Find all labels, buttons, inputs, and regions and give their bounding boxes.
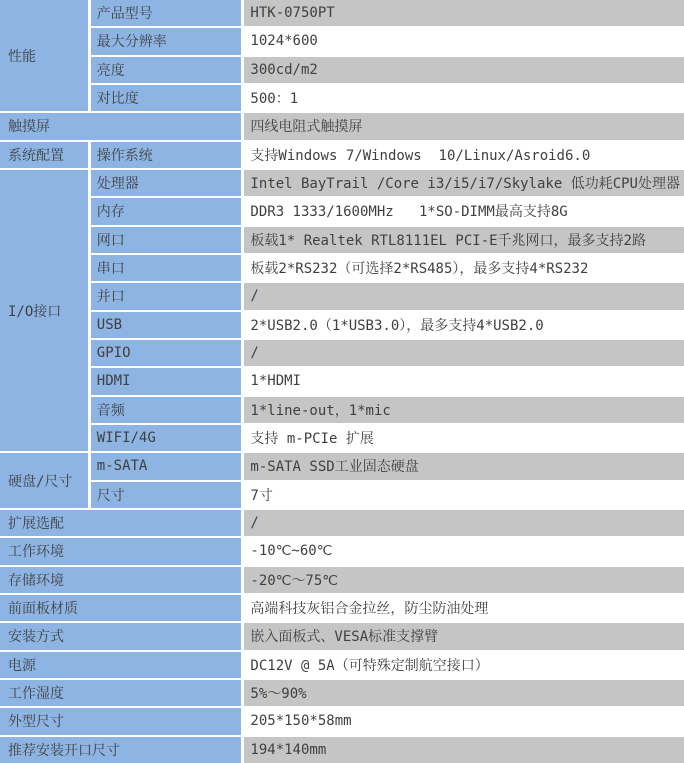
table-row xyxy=(0,397,684,423)
category-cell: 工作环境 xyxy=(0,538,241,564)
value-cell: 1*HDMI xyxy=(244,368,684,394)
category-cell: 工作湿度 xyxy=(0,680,241,706)
table-row xyxy=(0,482,684,508)
table-row xyxy=(0,85,684,111)
value-cell: 2*USB2.0（1*USB3.0），最多支持4*USB2.0 xyxy=(244,312,684,338)
value-cell: m-SATA SSD工业固态硬盘 xyxy=(244,453,684,479)
value-cell: 1*line-out，1*mic xyxy=(244,397,684,423)
value-cell: 205*150*58mm xyxy=(244,708,684,734)
value-cell: -10℃~60℃ xyxy=(244,538,684,564)
item-cell: 内存 xyxy=(91,198,242,224)
value-cell: DC12V @ 5A（可特殊定制航空接口） xyxy=(244,652,684,678)
category-cell: I/O接口 xyxy=(0,170,88,451)
table-row xyxy=(0,680,684,706)
table-row xyxy=(0,255,684,281)
value-cell: 板载2*RS232（可选择2*RS485），最多支持4*RS232 xyxy=(244,255,684,281)
category-cell: 推荐安装开口尺寸 xyxy=(0,737,241,763)
value-cell: 300cd/m2 xyxy=(244,57,684,83)
table-row xyxy=(0,567,684,593)
item-cell: 并口 xyxy=(91,283,242,309)
table-row xyxy=(0,595,684,621)
table-row xyxy=(0,510,684,536)
table-row xyxy=(0,737,684,763)
item-cell: 尺寸 xyxy=(91,482,242,508)
table-row xyxy=(0,312,684,338)
value-cell: 1024*600 xyxy=(244,28,684,54)
category-cell: 外型尺寸 xyxy=(0,708,241,734)
item-cell: 处理器 xyxy=(91,170,242,196)
value-cell: 7寸 xyxy=(244,482,684,508)
item-cell: 对比度 xyxy=(91,85,242,111)
table-row xyxy=(0,57,684,83)
value-cell: 四线电阻式触摸屏 xyxy=(244,113,684,139)
table-row xyxy=(0,198,684,224)
item-cell: 亮度 xyxy=(91,57,242,83)
item-cell: 串口 xyxy=(91,255,242,281)
category-cell: 电源 xyxy=(0,652,241,678)
table-row xyxy=(0,538,684,564)
item-cell: m-SATA xyxy=(91,453,242,479)
value-cell: 支持Windows 7/Windows 10/Linux/Asroid6.0 xyxy=(244,142,684,168)
item-cell: 网口 xyxy=(91,227,242,253)
value-cell: 嵌入面板式、VESA标准支撑臂 xyxy=(244,623,684,649)
table-row xyxy=(0,340,684,366)
table-row xyxy=(0,227,684,253)
value-cell: Intel BayTrail /Core i3/i5/i7/Skylake 低功耗CPU处理器 xyxy=(244,170,684,196)
value-cell: 高端科技灰铝合金拉丝，防尘防油处理 xyxy=(244,595,684,621)
category-cell: 存储环境 xyxy=(0,567,241,593)
table-row xyxy=(0,28,684,54)
category-cell: 触摸屏 xyxy=(0,113,241,139)
item-cell: 最大分辨率 xyxy=(91,28,242,54)
value-cell: 500：1 xyxy=(244,85,684,111)
value-cell: DDR3 1333/1600MHz 1*SO-DIMM最高支持8G xyxy=(244,198,684,224)
table-row xyxy=(0,0,684,26)
value-cell: / xyxy=(244,510,684,536)
value-cell: / xyxy=(244,283,684,309)
value-cell: 5%～90% xyxy=(244,680,684,706)
item-cell: USB xyxy=(91,312,242,338)
category-cell: 硬盘/尺寸 xyxy=(0,453,88,508)
table-row xyxy=(0,170,684,196)
category-cell: 安装方式 xyxy=(0,623,241,649)
item-cell: WIFI/4G xyxy=(91,425,242,451)
item-cell: 音频 xyxy=(91,397,242,423)
item-cell: 产品型号 xyxy=(91,0,242,26)
item-cell: 操作系统 xyxy=(91,142,242,168)
item-cell: HDMI xyxy=(91,368,242,394)
value-cell: -20℃～75℃ xyxy=(244,567,684,593)
table-row xyxy=(0,368,684,394)
table-row xyxy=(0,113,684,139)
value-cell: 194*140mm xyxy=(244,737,684,763)
table-row xyxy=(0,425,684,451)
item-cell: GPIO xyxy=(91,340,242,366)
value-cell: / xyxy=(244,340,684,366)
category-cell: 系统配置 xyxy=(0,142,88,168)
value-cell: HTK-0750PT xyxy=(244,0,684,26)
category-cell: 性能 xyxy=(0,0,88,111)
value-cell: 支持 m-PCIe 扩展 xyxy=(244,425,684,451)
table-row xyxy=(0,652,684,678)
category-cell: 前面板材质 xyxy=(0,595,241,621)
category-cell: 扩展选配 xyxy=(0,510,241,536)
table-row xyxy=(0,708,684,734)
value-cell: 板载1* Realtek RTL8111EL PCI-E千兆网口，最多支持2路 xyxy=(244,227,684,253)
table-row xyxy=(0,283,684,309)
table-row xyxy=(0,142,684,168)
table-row xyxy=(0,623,684,649)
table-row xyxy=(0,453,684,479)
